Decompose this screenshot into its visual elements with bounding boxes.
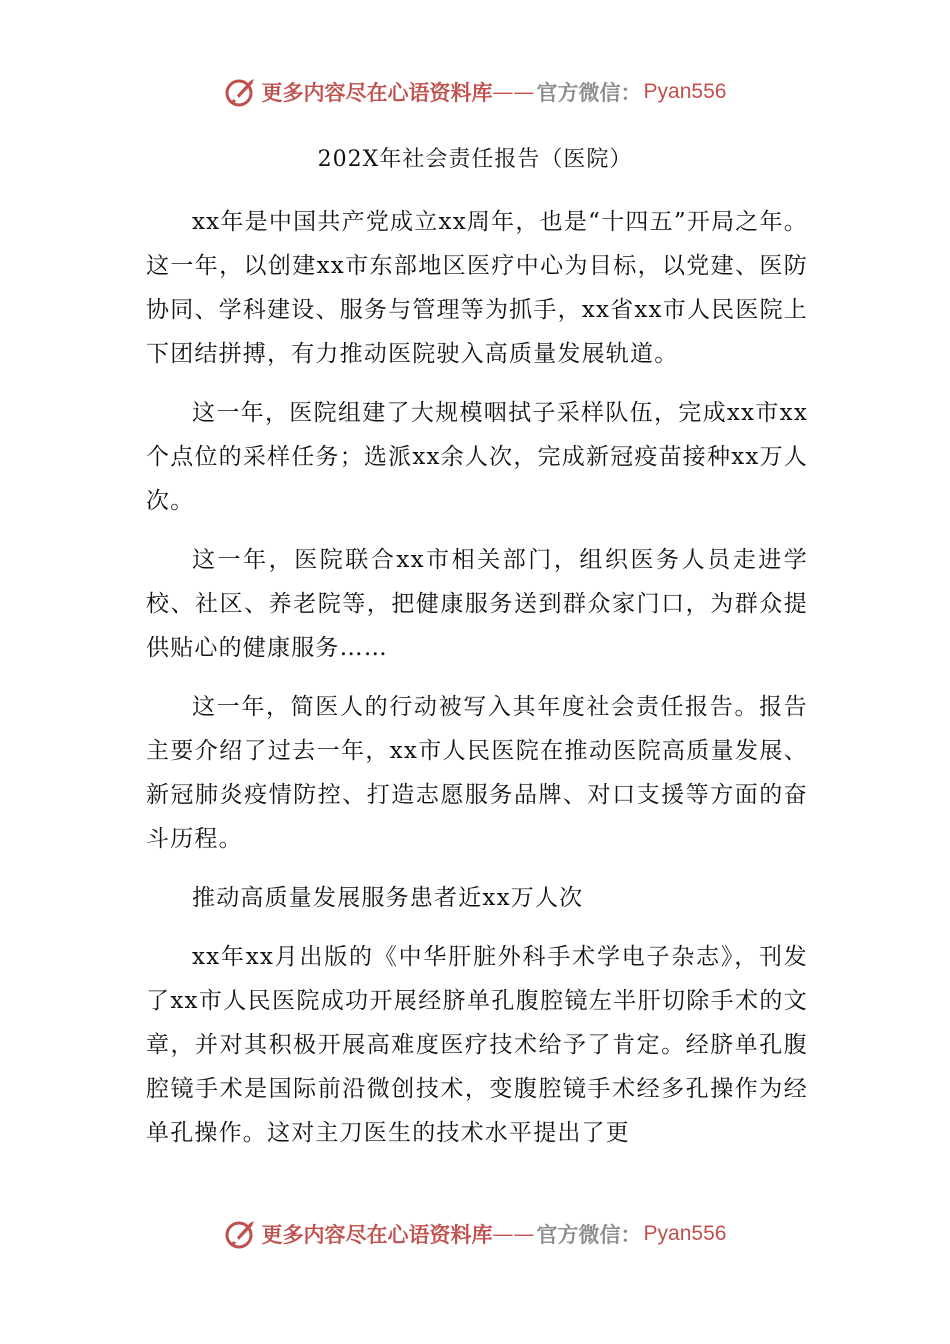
watermark-content: [224, 75, 727, 109]
watermark-dash: ——: [492, 1222, 535, 1246]
quill-logo-icon: [224, 75, 258, 109]
quill-logo-icon: [224, 1217, 258, 1251]
paragraph: 这一年，医院联合xx市相关部门，组织医务人员走进学校、社区、养老院等，把健康服务送到群众家门口，为群众提供贴心的健康服务……: [146, 547, 808, 661]
watermark-main-text: 更多内容尽在心语资料库: [261, 80, 493, 105]
watermark-id: Pyan556: [643, 80, 727, 103]
watermark-content: [224, 1217, 727, 1251]
watermark-banner-top: [0, 72, 950, 112]
watermark-label: 官方微信：: [536, 80, 642, 105]
watermark-dash: ——: [492, 80, 535, 104]
paragraph: 这一年，医院组建了大规模咽拭子采样队伍，完成xx市xx个点位的采样任务；选派xx余人次，完成新冠疫苗接种xx万人次。: [146, 400, 808, 514]
watermark-main-text: 更多内容尽在心语资料库: [261, 1222, 493, 1247]
watermark-id: Pyan556: [643, 1222, 727, 1245]
document-body: [146, 200, 808, 1170]
paragraph: xx年xx月出版的《中华肝脏外科手术学电子杂志》，刊发了xx市人民医院成功开展经脐单孔腹腔镜左半肝切除手术的文章，并对其积极开展高难度医疗技术给予了肯定。经脐单孔腹腔镜手术是国际前沿微创技术，变腹腔镜手术经多孔操作为经单孔操作。这对主刀医生的技术水平提出了更: [146, 944, 808, 1146]
paragraph: 这一年，简医人的行动被写入其年度社会责任报告。报告主要介绍了过去一年，xx市人民医院在推动医院高质量发展、新冠肺炎疫情防控、打造志愿服务品牌、对口支援等方面的奋斗历程。: [146, 694, 808, 852]
paragraph: xx年是中国共产党成立xx周年，也是“十四五”开局之年。这一年，以创建xx市东部地区医疗中心为目标，以党建、医防协同、学科建设、服务与管理等为抓手，xx省xx市人民医院上下团结拼搏，有力推动医院驶入高质量发展轨道。: [146, 209, 808, 367]
watermark-label: 官方微信：: [536, 1222, 642, 1247]
document-title: 202X年社会责任报告（医院）: [317, 147, 633, 172]
section-heading: 推动高质量发展服务患者近xx万人次: [192, 885, 584, 911]
watermark-banner-bottom: [0, 1214, 950, 1254]
